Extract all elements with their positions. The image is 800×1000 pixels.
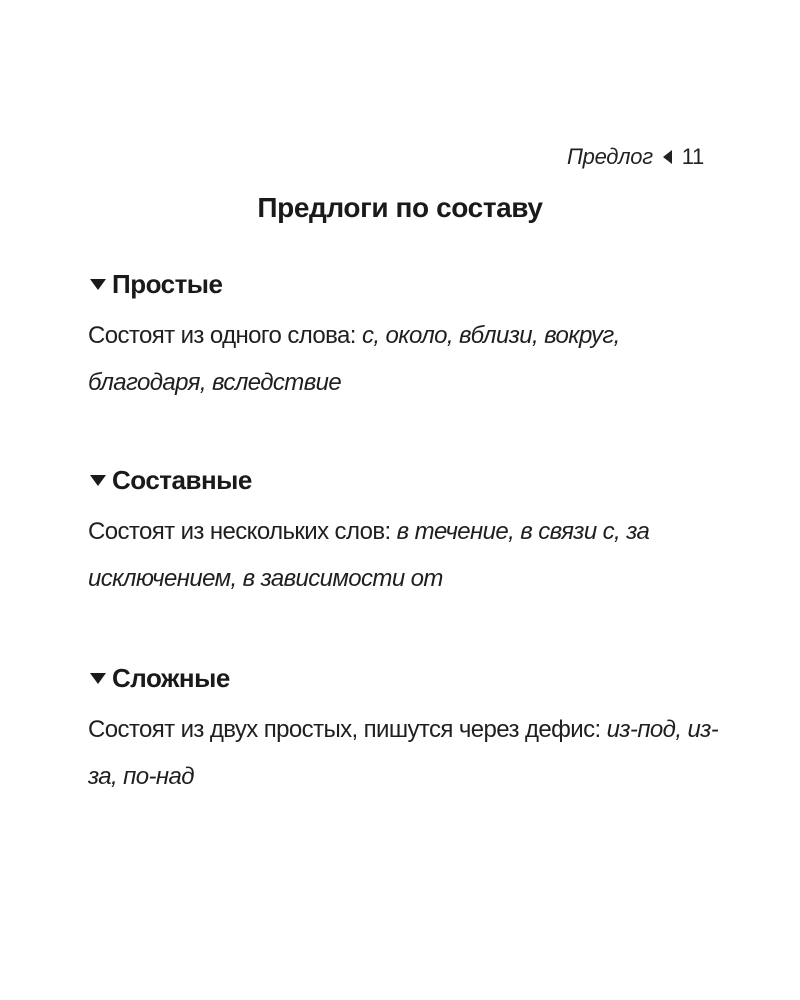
page-number: 11 bbox=[681, 144, 704, 169]
block-text bbox=[88, 508, 728, 602]
block-description: Состоят из одного слова: bbox=[88, 322, 362, 349]
block-complex bbox=[88, 660, 728, 800]
block-heading-label: Сложные bbox=[112, 662, 230, 693]
triangle-down-icon bbox=[90, 279, 106, 290]
block-simple bbox=[88, 266, 728, 406]
block-description: Состоят из двух простых, пишутся через дефис: bbox=[88, 716, 607, 743]
block-heading bbox=[88, 660, 728, 696]
block-compound bbox=[88, 462, 728, 602]
block-examples: из-под, из-за, по-над bbox=[88, 716, 719, 790]
block-examples: с, около, вблизи, вокруг, благодаря, вследствие bbox=[88, 322, 620, 396]
triangle-down-icon bbox=[90, 673, 106, 684]
block-heading-label: Составные bbox=[112, 464, 252, 495]
left-arrow-icon bbox=[663, 150, 672, 164]
page-title: Предлоги по составу bbox=[257, 192, 543, 223]
block-text bbox=[88, 312, 728, 406]
block-heading-label: Простые bbox=[112, 268, 223, 299]
block-text bbox=[88, 706, 728, 800]
triangle-down-icon bbox=[90, 475, 106, 486]
running-header bbox=[567, 144, 704, 170]
block-description: Состоят из нескольких слов: bbox=[88, 518, 397, 545]
block-examples: в течение, в связи с, за исключением, в зависимости от bbox=[88, 518, 650, 592]
block-heading bbox=[88, 266, 728, 302]
section-name: Предлог bbox=[567, 144, 653, 169]
block-heading bbox=[88, 462, 728, 498]
